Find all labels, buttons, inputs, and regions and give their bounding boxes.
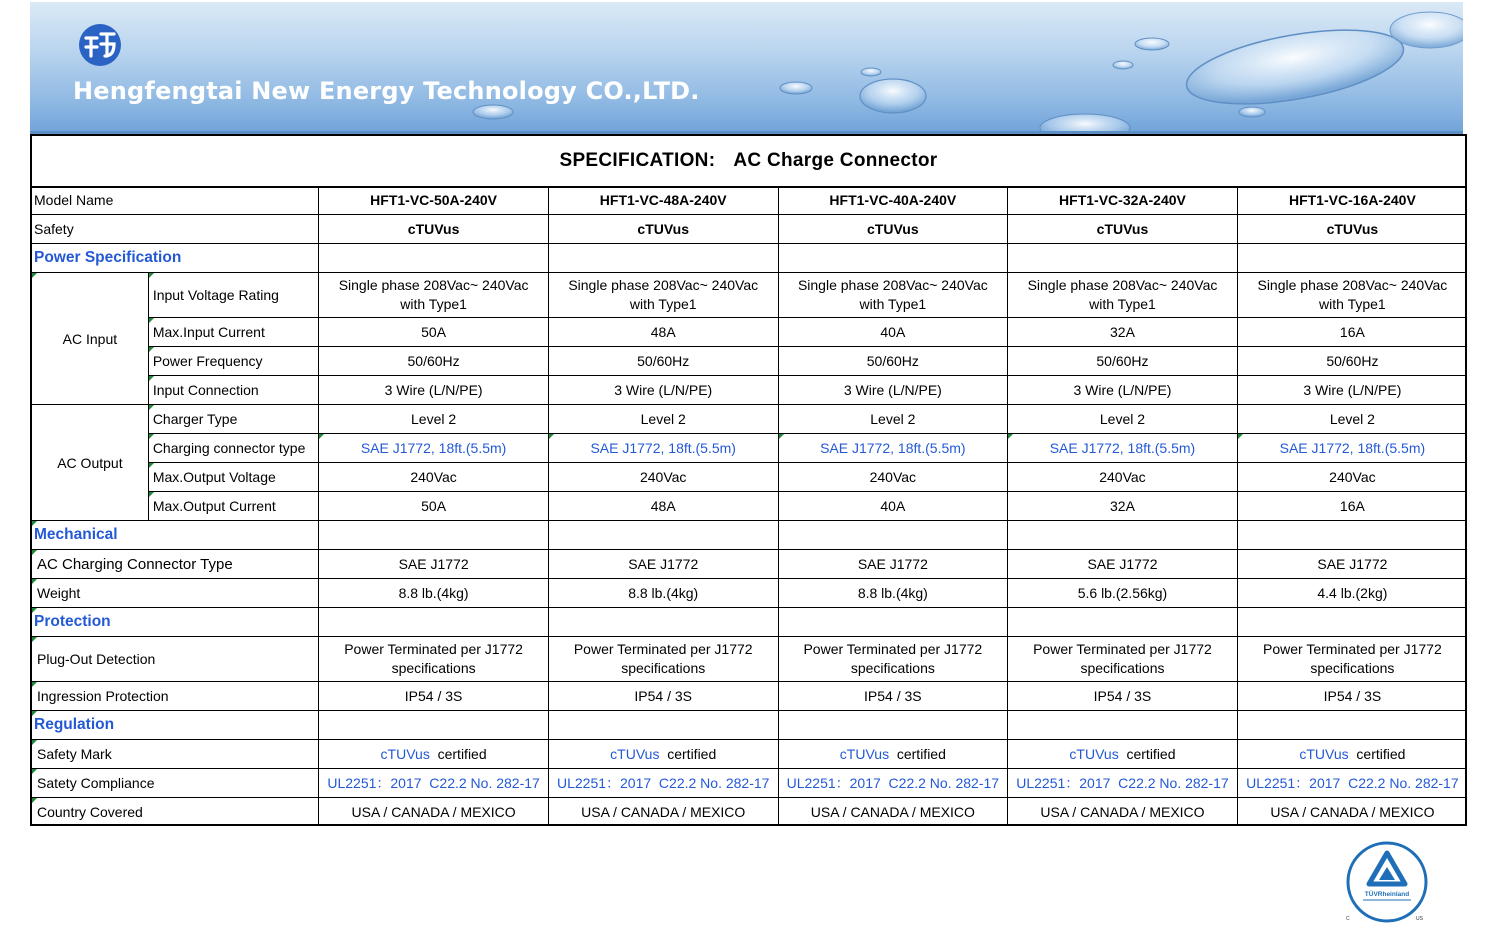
ingression-cell: IP54 / 3S <box>1008 682 1238 711</box>
model-name-cell: HFT1-VC-48A-240V <box>548 186 778 215</box>
plug-out-cell: Power Terminated per J1772 specifications <box>1008 637 1238 682</box>
section-protection: Protection <box>32 608 319 637</box>
charger-type-cell: Level 2 <box>319 405 549 434</box>
water-drops-graphic <box>30 2 1463 134</box>
table-row <box>32 682 1467 711</box>
country-cell: USA / CANADA / MEXICO <box>778 798 1008 827</box>
weight-cell: 8.8 lb.(4kg) <box>778 579 1008 608</box>
table-row <box>32 798 1467 827</box>
tuv-certification-mark-icon <box>1345 840 1429 926</box>
charger-type-cell: Level 2 <box>778 405 1008 434</box>
compliance-cell: UL2251：2017 C22.2 No. 282-17 <box>778 769 1008 798</box>
safety-mark-cell: cTUVus certified <box>778 740 1008 769</box>
connector-type-cell: SAE J1772, 18ft.(5.5m) <box>778 434 1008 463</box>
table-row <box>32 215 1467 244</box>
row-label: Ingression Protection <box>32 682 319 711</box>
country-cell: USA / CANADA / MEXICO <box>1237 798 1467 827</box>
ingression-cell: IP54 / 3S <box>1237 682 1467 711</box>
title-product: AC Charge Connector <box>733 150 938 171</box>
tuv-us-label: US <box>1416 916 1423 922</box>
country-cell: USA / CANADA / MEXICO <box>548 798 778 827</box>
input-voltage-cell: Single phase 208Vac~ 240Vac with Type1 <box>778 273 1008 318</box>
max-input-current-cell: 50A <box>319 318 549 347</box>
input-voltage-cell: Single phase 208Vac~ 240Vac with Type1 <box>1237 273 1467 318</box>
plug-out-cell: Power Terminated per J1772 specifications <box>548 637 778 682</box>
header-banner <box>30 2 1463 134</box>
table-row <box>32 492 1467 521</box>
max-output-current-cell: 50A <box>319 492 549 521</box>
row-label: Country Covered <box>32 798 319 827</box>
group-ac-output: AC Output <box>32 405 148 521</box>
weight-cell: 8.8 lb.(4kg) <box>548 579 778 608</box>
max-output-voltage-cell: 240Vac <box>548 463 778 492</box>
table-row <box>32 579 1467 608</box>
section-regulation: Regulation <box>32 711 319 740</box>
ac-connector-type-cell: SAE J1772 <box>1008 550 1238 579</box>
table-row <box>32 186 1467 215</box>
specification-sheet <box>30 134 1467 826</box>
row-label: Plug-Out Detection <box>32 637 319 682</box>
table-row <box>32 273 1467 318</box>
power-frequency-cell: 50/60Hz <box>778 347 1008 376</box>
section-row <box>32 244 1467 273</box>
weight-cell: 4.4 lb.(2kg) <box>1237 579 1467 608</box>
ingression-cell: IP54 / 3S <box>319 682 549 711</box>
country-cell: USA / CANADA / MEXICO <box>319 798 549 827</box>
table-row <box>32 376 1467 405</box>
connector-type-cell: SAE J1772, 18ft.(5.5m) <box>1008 434 1238 463</box>
country-cell: USA / CANADA / MEXICO <box>1008 798 1238 827</box>
spec-table <box>32 186 1467 826</box>
input-voltage-cell: Single phase 208Vac~ 240Vac with Type1 <box>548 273 778 318</box>
ingression-cell: IP54 / 3S <box>548 682 778 711</box>
max-input-current-cell: 40A <box>778 318 1008 347</box>
row-label: Satety Compliance <box>32 769 319 798</box>
charger-type-cell: Level 2 <box>1008 405 1238 434</box>
max-output-voltage-cell: 240Vac <box>1237 463 1467 492</box>
table-row <box>32 550 1467 579</box>
row-label: Safety Mark <box>32 740 319 769</box>
input-connection-cell: 3 Wire (L/N/PE) <box>319 376 549 405</box>
table-row <box>32 318 1467 347</box>
row-label: Charging connector type <box>148 434 318 463</box>
section-row <box>32 608 1467 637</box>
max-output-current-cell: 32A <box>1008 492 1238 521</box>
table-row <box>32 769 1467 798</box>
safety-mark-cell: cTUVus certified <box>1237 740 1467 769</box>
compliance-cell: UL2251：2017 C22.2 No. 282-17 <box>319 769 549 798</box>
row-label: Input Connection <box>148 376 318 405</box>
row-label: Charger Type <box>148 405 318 434</box>
max-output-voltage-cell: 240Vac <box>1008 463 1238 492</box>
power-frequency-cell: 50/60Hz <box>319 347 549 376</box>
table-row <box>32 434 1467 463</box>
table-row <box>32 740 1467 769</box>
max-output-current-cell: 40A <box>778 492 1008 521</box>
section-row <box>32 711 1467 740</box>
ac-connector-type-cell: SAE J1772 <box>319 550 549 579</box>
weight-cell: 8.8 lb.(4kg) <box>319 579 549 608</box>
max-output-voltage-cell: 240Vac <box>778 463 1008 492</box>
row-label: Max.Output Current <box>148 492 318 521</box>
max-output-voltage-cell: 240Vac <box>319 463 549 492</box>
safety-mark-cell: cTUVus certified <box>548 740 778 769</box>
input-connection-cell: 3 Wire (L/N/PE) <box>778 376 1008 405</box>
section-power-specification: Power Specification <box>32 244 319 273</box>
max-output-current-cell: 16A <box>1237 492 1467 521</box>
row-label: AC Charging Connector Type <box>32 550 319 579</box>
table-row <box>32 637 1467 682</box>
input-connection-cell: 3 Wire (L/N/PE) <box>548 376 778 405</box>
ac-connector-type-cell: SAE J1772 <box>548 550 778 579</box>
plug-out-cell: Power Terminated per J1772 specifications <box>319 637 549 682</box>
input-voltage-cell: Single phase 208Vac~ 240Vac with Type1 <box>319 273 549 318</box>
safety-cell: cTUVus <box>778 215 1008 244</box>
row-label: Model Name <box>32 186 319 215</box>
plug-out-cell: Power Terminated per J1772 specifications <box>1237 637 1467 682</box>
compliance-cell: UL2251：2017 C22.2 No. 282-17 <box>548 769 778 798</box>
safety-cell: cTUVus <box>1008 215 1238 244</box>
table-row <box>32 405 1467 434</box>
input-connection-cell: 3 Wire (L/N/PE) <box>1237 376 1467 405</box>
connector-type-cell: SAE J1772, 18ft.(5.5m) <box>1237 434 1467 463</box>
tuv-c-label: C <box>1346 916 1350 922</box>
safety-cell: cTUVus <box>1237 215 1467 244</box>
power-frequency-cell: 50/60Hz <box>1008 347 1238 376</box>
row-label: Power Frequency <box>148 347 318 376</box>
weight-cell: 5.6 lb.(2.56kg) <box>1008 579 1238 608</box>
section-mechanical: Mechanical <box>32 521 319 550</box>
connector-type-cell: SAE J1772, 18ft.(5.5m) <box>319 434 549 463</box>
section-row <box>32 521 1467 550</box>
compliance-cell: UL2251：2017 C22.2 No. 282-17 <box>1237 769 1467 798</box>
model-name-cell: HFT1-VC-50A-240V <box>319 186 549 215</box>
safety-cell: cTUVus <box>319 215 549 244</box>
table-row <box>32 463 1467 492</box>
charger-type-cell: Level 2 <box>548 405 778 434</box>
max-output-current-cell: 48A <box>548 492 778 521</box>
title-prefix: SPECIFICATION: <box>559 150 716 171</box>
row-label: Input Voltage Rating <box>148 273 318 318</box>
row-label: Safety <box>32 215 319 244</box>
group-ac-input: AC Input <box>32 273 148 405</box>
row-label: Max.Output Voltage <box>148 463 318 492</box>
model-name-cell: HFT1-VC-40A-240V <box>778 186 1008 215</box>
company-logo-icon <box>77 22 123 68</box>
row-label: Weight <box>32 579 319 608</box>
max-input-current-cell: 16A <box>1237 318 1467 347</box>
max-input-current-cell: 48A <box>548 318 778 347</box>
ingression-cell: IP54 / 3S <box>778 682 1008 711</box>
safety-mark-cell: cTUVus certified <box>1008 740 1238 769</box>
company-name: Hengfengtai New Energy Technology CO.,LTD. <box>73 77 700 105</box>
safety-cell: cTUVus <box>548 215 778 244</box>
plug-out-cell: Power Terminated per J1772 specifications <box>778 637 1008 682</box>
power-frequency-cell: 50/60Hz <box>548 347 778 376</box>
power-frequency-cell: 50/60Hz <box>1237 347 1467 376</box>
tuv-brand-text: TÜVRheinland <box>1364 891 1410 898</box>
input-voltage-cell: Single phase 208Vac~ 240Vac with Type1 <box>1008 273 1238 318</box>
ac-connector-type-cell: SAE J1772 <box>778 550 1008 579</box>
model-name-cell: HFT1-VC-32A-240V <box>1008 186 1238 215</box>
sheet-title <box>32 136 1465 188</box>
safety-mark-cell: cTUVus certified <box>319 740 549 769</box>
charger-type-cell: Level 2 <box>1237 405 1467 434</box>
row-label: Max.Input Current <box>148 318 318 347</box>
table-row <box>32 347 1467 376</box>
compliance-cell: UL2251：2017 C22.2 No. 282-17 <box>1008 769 1238 798</box>
model-name-cell: HFT1-VC-16A-240V <box>1237 186 1467 215</box>
input-connection-cell: 3 Wire (L/N/PE) <box>1008 376 1238 405</box>
connector-type-cell: SAE J1772, 18ft.(5.5m) <box>548 434 778 463</box>
max-input-current-cell: 32A <box>1008 318 1238 347</box>
ac-connector-type-cell: SAE J1772 <box>1237 550 1467 579</box>
